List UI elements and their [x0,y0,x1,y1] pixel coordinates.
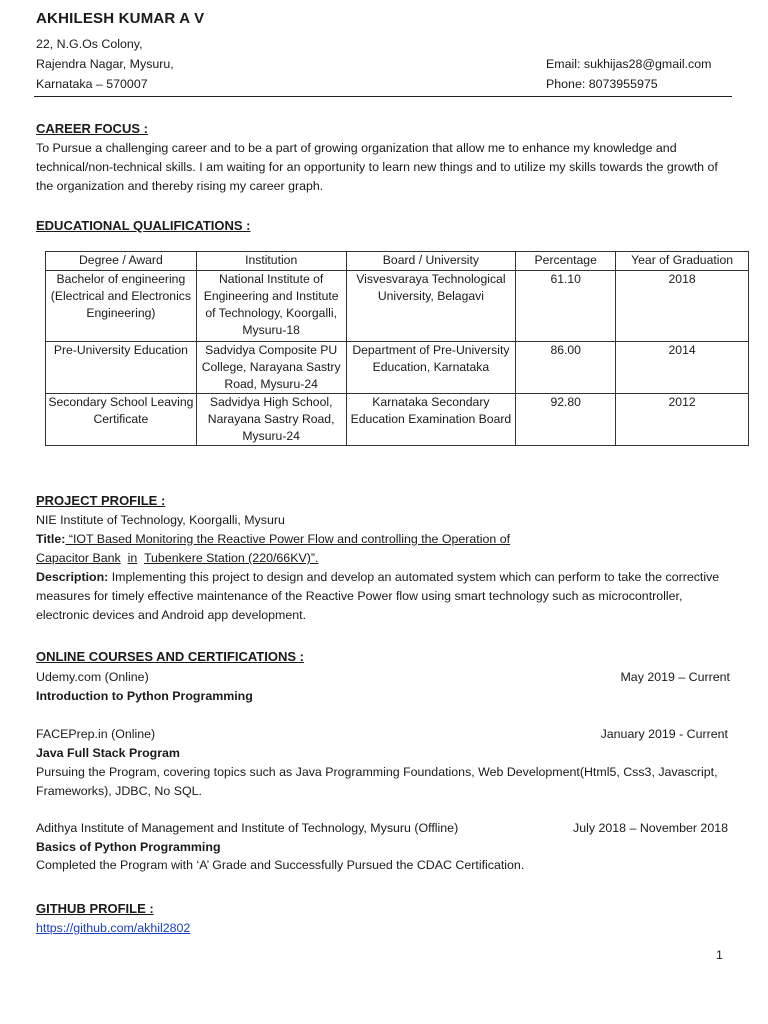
table-cell: 2018 [616,271,749,342]
table-cell: Karnataka Secondary Education Examination Board [346,394,516,446]
table-cell: 2012 [616,394,749,446]
project-title-text: “IOT Based Monitoring the Reactive Power Flow and controlling the Operation of [65,532,511,546]
table-cell: Bachelor of engineering (Electrical and Electronics Engineering) [46,271,197,342]
project-title-part: in [127,551,138,565]
career-focus-heading: CAREER FOCUS : [36,121,148,136]
project-title-part: Capacitor Bank [36,551,121,565]
table-cell: 92.80 [516,394,616,446]
course-provider: Udemy.com (Online) [36,670,149,684]
table-cell: Visvesvaraya Technological University, Belagavi [346,271,516,342]
education-heading: EDUCATIONAL QUALIFICATIONS : [36,218,251,233]
table-cell: Pre-University Education [46,342,197,394]
phone: Phone: 8073955975 [546,77,658,91]
column-header: Board / University [346,252,516,271]
project-title-line-2 [36,549,318,568]
table-cell: Sadvidya Composite PU College, Narayana Sastry Road, Mysuru-24 [196,342,346,394]
course-date: July 2018 – November 2018 [573,821,728,835]
course-provider: Adithya Institute of Management and Institute of Technology, Mysuru (Offline) [36,821,459,835]
table-cell: 86.00 [516,342,616,394]
course-detail: Pursuing the Program, covering topics such as Java Programming Foundations, Web Development(Html5, Css3, Javascript, Frameworks), JDBC, No SQL. [36,765,718,798]
page-number: 1 [716,948,723,962]
table-cell: 2014 [616,342,749,394]
column-header: Year of Graduation [616,252,749,271]
column-header: Percentage [516,252,616,271]
github-link[interactable]: https://github.com/akhil2802 [36,921,191,935]
project-title-part: Tubenkere Station (220/66KV)”. [143,551,319,565]
table-cell: 61.10 [516,271,616,342]
course-date: May 2019 – Current [620,670,730,684]
course-title: Introduction to Python Programming [36,689,253,703]
project-description [36,568,732,624]
address-line-2: Rajendra Nagar, Mysuru, [36,57,174,71]
table-row [46,342,749,394]
address-block [36,34,174,94]
career-focus-text: To Pursue a challenging career and to be a part of growing organization that allow me to enhance my knowledge and technical/non-technical skills. I am waiting for an opportunity to learn new things and to utilize my skills towards the growth of the organization and thereby rising my career graph. [36,141,718,193]
column-header: Degree / Award [46,252,197,271]
table-header-row [46,252,749,271]
project-description-text: Implementing this project to design and develop an automated system which can perform to take the corrective measures for timely effective maintenance of the Reactive Power flow using smart technology such as microcontroller, electronic devices and Android app development. [36,570,720,622]
address-line-1: 22, N.G.Os Colony, [36,37,143,51]
column-header: Institution [196,252,346,271]
address-line-3: Karnataka – 570007 [36,77,148,91]
table-cell: Sadvidya High School, Narayana Sastry Road, Mysuru-24 [196,394,346,446]
course-provider: FACEPrep.in (Online) [36,727,156,741]
courses-heading: ONLINE COURSES AND CERTIFICATIONS : [36,649,304,664]
project-title-label: Title: [36,532,66,546]
header-divider [34,96,732,97]
project-description-label: Description: [36,570,109,584]
table-row [46,271,749,342]
course-date: January 2019 - Current [600,727,728,741]
project-heading: PROJECT PROFILE : [36,493,166,508]
table-cell: National Institute of Engineering and Institute of Technology, Koorgalli, Mysuru-18 [196,271,346,342]
education-table [45,251,749,446]
github-heading: GITHUB PROFILE : [36,901,154,916]
course-title: Java Full Stack Program [36,746,180,760]
table-cell: Secondary School Leaving Certificate [46,394,197,446]
candidate-name: AKHILESH KUMAR A V [36,10,205,27]
course-detail: Completed the Program with ‘A’ Grade and Successfully Pursued the CDAC Certification. [36,858,525,872]
table-cell: Department of Pre-University Education, Karnataka [346,342,516,394]
table-row [46,394,749,446]
email: Email: sukhijas28@gmail.com [546,57,712,71]
course-title: Basics of Python Programming [36,840,221,854]
contact-block [546,54,711,94]
project-title-line-1 [36,530,510,549]
project-institute: NIE Institute of Technology, Koorgalli, Mysuru [36,513,285,527]
